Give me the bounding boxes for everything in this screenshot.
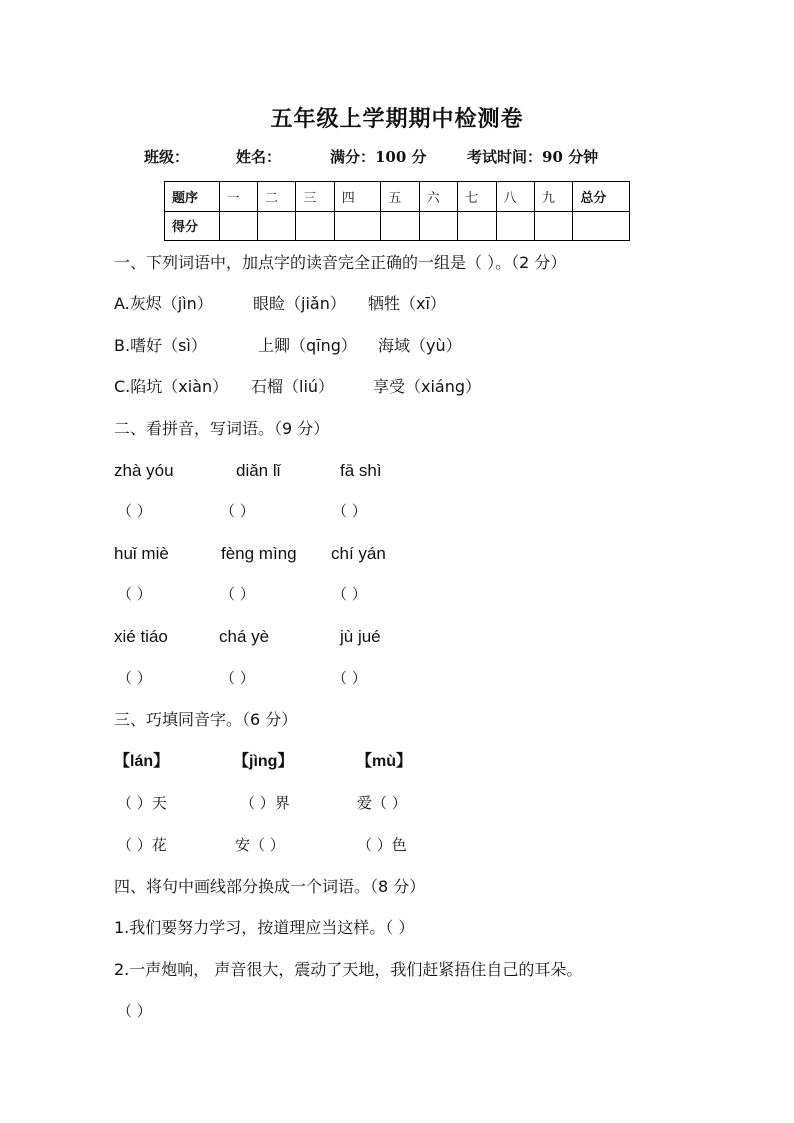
pinyin-prompt: jù jué [340,627,381,646]
option-word: 石榴（liú） [251,377,335,396]
option-word: 海域（yù） [378,336,462,355]
option-label: A. [114,294,130,313]
homophone-group-label: 【jìng】 [233,753,294,770]
option-word: 陷坑（xiàn） [130,377,229,396]
pinyin-prompt: fā shì [340,461,382,480]
answer-blank[interactable]: （ ） [117,502,152,520]
table-header-cell: 三 [296,182,334,212]
homophone-blank[interactable]: （ ）色 [357,836,407,854]
score-cell[interactable] [534,211,572,241]
homophone-blank[interactable]: （ ）花 [117,836,167,854]
answer-blank[interactable]: （ ） [220,585,255,603]
question-1: 1.我们要努力学习，按道理应当这样。（ ） [114,918,415,937]
pinyin-prompt: zhà yóu [114,461,174,480]
option-label: C. [114,377,131,396]
answer-blank[interactable]: （ ） [117,1002,152,1020]
answer-blank[interactable]: （ ） [332,585,367,603]
answer-blank[interactable]: （ ） [117,585,152,603]
table-header-cell: 四 [334,182,381,212]
homophone-group-label: 【mù】 [356,753,413,770]
score-cell[interactable] [257,211,295,241]
score-table [164,181,630,241]
full-score-label: 满分：100 分 [330,148,427,166]
option-word: 上卿（qīng） [258,336,357,355]
homophone-blank[interactable]: （ ）天 [117,794,167,812]
page-title: 五年级上学期期中检测卷 [270,106,524,132]
table-header-cell: 二 [257,182,295,212]
score-cell[interactable] [334,211,381,241]
question-2: 2.一声炮响， 声音很大，震动了天地，我们赶紧捂住自己的耳朵。 [114,960,583,979]
score-table-score-row [165,211,630,241]
answer-blank[interactable]: （ ） [117,669,152,687]
option-word: 享受（xiáng） [373,377,482,396]
score-cell[interactable] [573,211,630,241]
pinyin-prompt: chá yè [219,627,270,646]
pinyin-prompt: fèng mìng [221,544,297,563]
homophone-blank[interactable]: （ ）界 [240,794,290,812]
answer-blank[interactable]: （ ） [220,669,255,687]
name-label: 姓名： [236,148,282,166]
option-label: B. [114,336,131,355]
option-word: 灰烬（jìn） [129,294,213,313]
pinyin-prompt: huǐ miè [114,544,169,563]
class-label: 班级： [144,148,190,166]
table-header-cell: 题序 [165,182,220,212]
answer-blank[interactable]: （ ） [332,502,367,520]
section1-heading: 一、下列词语中，加点字的读音完全正确的一组是（ ）。（2 分） [114,253,567,272]
table-header-cell: 五 [381,182,419,212]
score-cell[interactable] [296,211,334,241]
score-cell[interactable] [381,211,419,241]
section4-heading: 四、将句中画线部分换成一个词语。（8 分） [114,877,426,896]
table-header-cell: 八 [496,182,534,212]
table-header-cell: 七 [458,182,496,212]
score-row-label: 得分 [165,211,220,241]
section3-heading: 三、巧填同音字。（6 分） [114,710,298,729]
score-table-header-row [165,182,630,212]
option-word: 眼睑（jiǎn） [253,294,346,313]
table-header-cell: 一 [219,182,257,212]
score-cell[interactable] [219,211,257,241]
option-word: 牺牲（xī） [368,294,446,313]
section2-heading: 二、看拼音，写词语。（9 分） [114,419,330,438]
score-cell[interactable] [496,211,534,241]
option-word: 嗜好（sì） [130,336,207,355]
pinyin-prompt: xié tiáo [114,627,168,646]
homophone-blank[interactable]: 爱（ ） [357,794,407,812]
pinyin-prompt: chí yán [331,544,386,563]
answer-blank[interactable]: （ ） [220,502,255,520]
exam-time-label: 考试时间：90 分钟 [467,148,599,166]
table-header-cell: 总分 [573,182,630,212]
score-cell[interactable] [419,211,457,241]
homophone-group-label: 【lán】 [114,753,170,770]
table-header-cell: 六 [419,182,457,212]
option-a-label-and-word1 [114,294,213,314]
homophone-blank[interactable]: 安（ ） [235,836,285,854]
answer-blank[interactable]: （ ） [332,669,367,687]
score-cell[interactable] [458,211,496,241]
pinyin-prompt: diǎn lǐ [236,461,281,480]
option-c-label-and-word1 [114,377,228,397]
table-header-cell: 九 [534,182,572,212]
option-b-label-and-word1 [114,336,207,356]
